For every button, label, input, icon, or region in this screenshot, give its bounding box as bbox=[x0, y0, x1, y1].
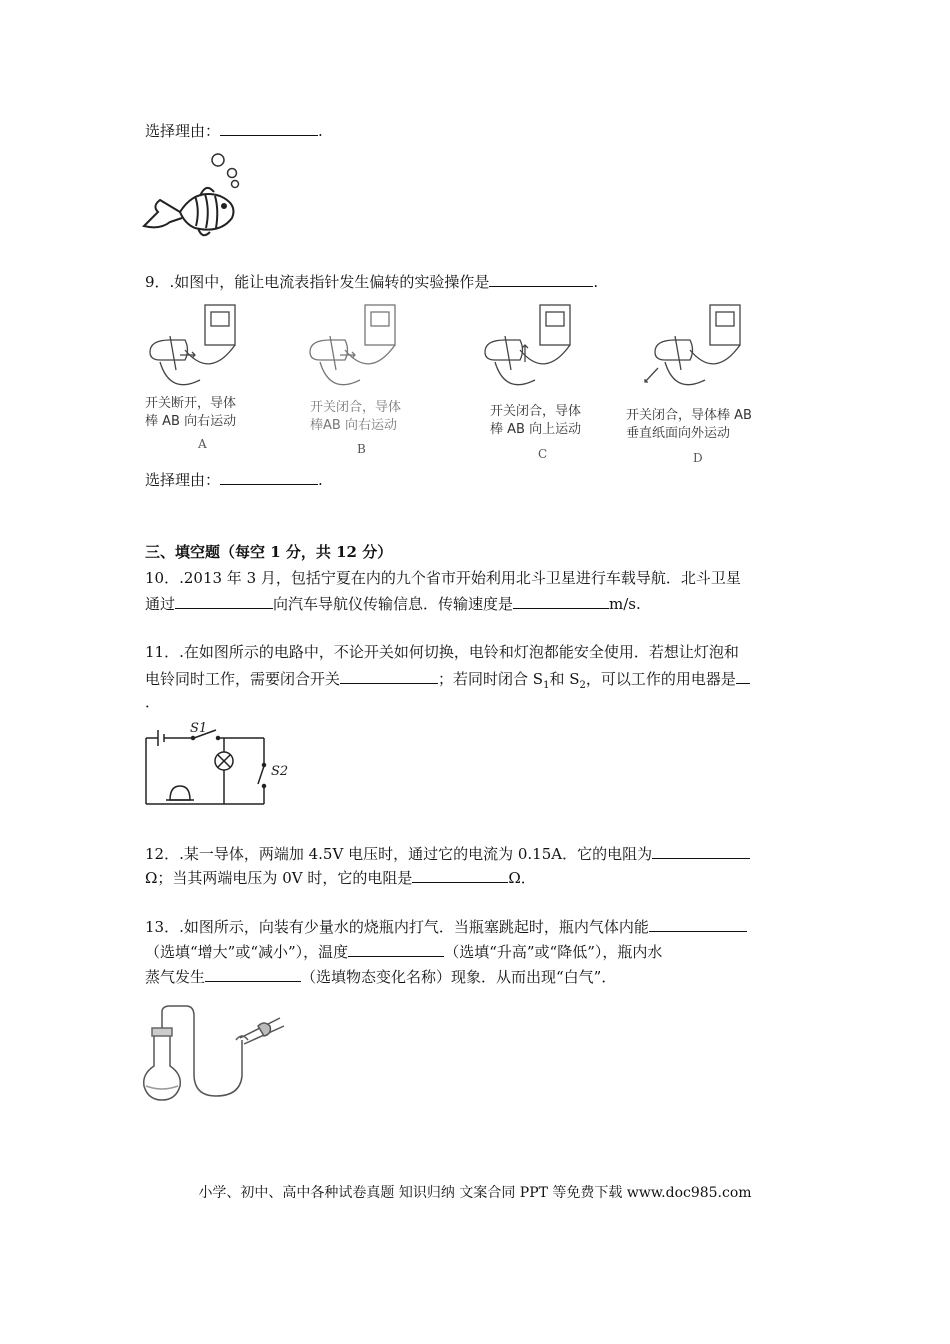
answer-blank[interactable] bbox=[489, 271, 593, 287]
q8-reason-line bbox=[145, 120, 323, 141]
option-d-caption bbox=[626, 407, 752, 443]
fish-bubbles-image bbox=[140, 148, 250, 248]
q11-line1: 11．.在如图所示的电路中，不论开关如何切换，电铃和灯泡都能安全使用．若想让灯泡和 bbox=[145, 643, 739, 661]
q11-line2 bbox=[145, 668, 750, 696]
text: 和 S bbox=[549, 670, 580, 688]
reason-label: 选择理由： bbox=[145, 122, 221, 140]
text: （选填物态变化名称）现象．从而出现“白气”． bbox=[301, 968, 617, 986]
text: ，可以工作的用电器是 bbox=[585, 670, 736, 688]
answer-blank[interactable] bbox=[736, 668, 750, 684]
text: （选填“增大”或“减小”），温度 bbox=[145, 943, 349, 961]
caption-line: 开关闭合，导体棒 AB bbox=[626, 408, 752, 423]
answer-blank[interactable] bbox=[205, 966, 301, 982]
answer-blank[interactable] bbox=[175, 593, 273, 609]
option-b-letter: B bbox=[357, 442, 366, 456]
q12-line1 bbox=[145, 843, 750, 864]
caption-line: 垂直纸面向外运动 bbox=[626, 426, 731, 441]
subscript: 1 bbox=[543, 680, 550, 691]
option-d-letter: D bbox=[693, 451, 703, 465]
text: ；若同时闭合 S bbox=[438, 670, 544, 688]
caption-line: 棒 AB 向上运动 bbox=[490, 422, 582, 437]
text: 13．.如图所示，向装有少量水的烧瓶内打气．当瓶塞跳起时，瓶内气体内能 bbox=[145, 918, 649, 936]
figure-d bbox=[645, 305, 740, 385]
reason-label: 选择理由： bbox=[145, 471, 221, 489]
answer-blank[interactable] bbox=[220, 469, 318, 485]
q9-question bbox=[145, 271, 598, 292]
text: Ω． bbox=[508, 869, 536, 887]
text: 通过 bbox=[145, 595, 176, 613]
figure-a bbox=[150, 305, 235, 385]
q9-reason-line bbox=[145, 469, 323, 490]
s1-label: S1 bbox=[190, 721, 208, 736]
answer-blank[interactable] bbox=[412, 867, 508, 883]
section-title: 三、填空题（每空 1 分，共 12 分） bbox=[145, 543, 393, 561]
q12-line2 bbox=[145, 867, 536, 888]
answer-blank[interactable] bbox=[340, 668, 438, 684]
s2-label: S2 bbox=[271, 764, 289, 779]
q13-line1 bbox=[145, 916, 747, 937]
option-c-caption bbox=[490, 403, 581, 439]
figure-c bbox=[485, 305, 570, 385]
figure-b bbox=[310, 305, 395, 385]
answer-blank[interactable] bbox=[649, 916, 747, 932]
text: Ω；当其两端电压为 0V 时，它的电阻是 bbox=[145, 869, 413, 887]
period: . bbox=[593, 273, 599, 291]
subscript: 2 bbox=[579, 680, 586, 691]
q10-line2 bbox=[145, 593, 641, 614]
q13-line2 bbox=[145, 941, 662, 962]
q10-line1: 10．.2013 年 3 月，包括宁夏在内的九个省市开始利用北斗卫星进行车载导航．北斗卫星 bbox=[145, 569, 741, 587]
answer-blank[interactable] bbox=[513, 593, 609, 609]
caption-line: 开关闭合，导体 bbox=[490, 404, 582, 419]
caption-line: 开关断开，导体 bbox=[145, 396, 237, 411]
period: . bbox=[318, 122, 323, 140]
text: m/s. bbox=[609, 595, 641, 613]
caption-line: 棒 AB 向右运动 bbox=[145, 414, 237, 429]
text: 向汽车导航仪传输信息．传输速度是 bbox=[273, 595, 514, 613]
experiment-figures bbox=[140, 300, 780, 400]
question-text: 9．.如图中，能让电流表指针发生偏转的实验操作是 bbox=[145, 273, 490, 291]
q13-line3 bbox=[145, 966, 616, 987]
text: 12．.某一导体，两端加 4.5V 电压时，通过它的电流为 0.15A．它的电阻为 bbox=[145, 845, 653, 863]
option-c-letter: C bbox=[538, 447, 548, 461]
text: （选填“升高”或“降低”），瓶内水 bbox=[444, 943, 663, 961]
period: . bbox=[318, 471, 323, 489]
answer-blank[interactable] bbox=[220, 120, 318, 136]
caption-line: 棒AB 向右运动 bbox=[310, 418, 397, 433]
q11-line3: ． bbox=[145, 693, 161, 711]
option-b-caption bbox=[310, 399, 401, 435]
text: 电铃同时工作，需要闭合开关 bbox=[145, 670, 341, 688]
flask-pump-image bbox=[140, 1004, 290, 1104]
option-a-caption bbox=[145, 395, 236, 431]
text: 蒸气发生 bbox=[145, 968, 206, 986]
circuit-diagram bbox=[140, 718, 300, 810]
footer-text: 小学、初中、高中各种试卷真题 知识归纳 文案合同 PPT 等免费下载 www.doc985.com bbox=[198, 1185, 752, 1201]
caption-line: 开关闭合，导体 bbox=[310, 400, 402, 415]
answer-blank[interactable] bbox=[348, 941, 444, 957]
answer-blank[interactable] bbox=[652, 843, 750, 859]
option-a-letter: A bbox=[198, 437, 207, 451]
